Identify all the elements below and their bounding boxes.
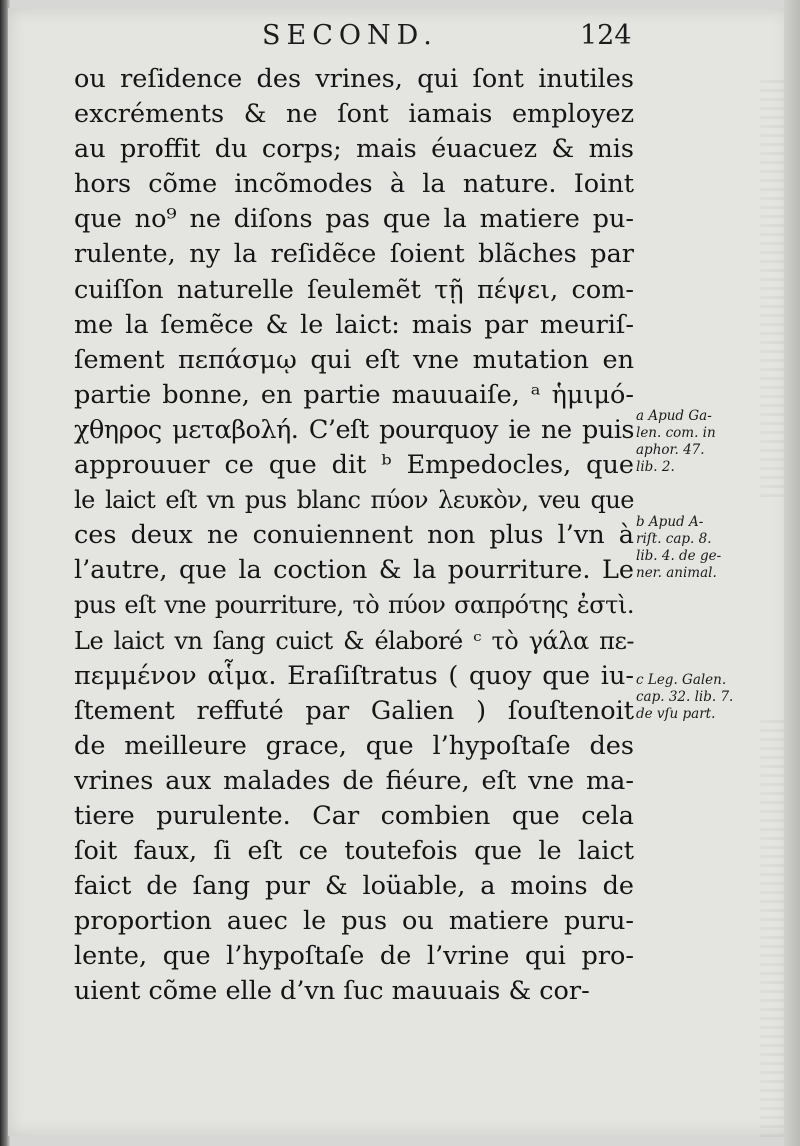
text-line: ſtement reffuté par Galien ) ſouſtenoit (74, 695, 634, 726)
text-line: excréments & ne ſont iamais employez (74, 99, 634, 130)
margin-note-line: riſt. cap. 8. (636, 531, 712, 547)
show-through-texture (760, 720, 784, 1140)
margin-note-line: b Apud A- (636, 514, 704, 530)
margin-note-line: lib. 4. de ge- (636, 548, 722, 564)
margin-note-line: lib. 2. (636, 459, 675, 475)
text-line: πεμμένον αἷμα. Eraſiſtratus ( quoy que iu- (74, 660, 634, 691)
margin-note-a (636, 408, 776, 476)
text-line: de meilleure grace, que l’hypoſtaſe des (74, 730, 634, 761)
text-line: tiere purulente. Car combien que cela (74, 800, 634, 831)
text-line: hors cõme incõmodes à la nature. Ioint (74, 169, 634, 200)
text-line: approuuer ce que dit ᵇ Empedocles, que (74, 450, 634, 481)
text-line: l’autre, que la coction & la pourriture. Le (74, 555, 634, 586)
text-line: ſoit faux, ſi eſt ce toutefois que le laict (74, 836, 634, 867)
text-line: vrines aux malades de fiéure, eſt vne ma- (74, 765, 634, 796)
margin-note-line: ner. animal. (636, 565, 717, 581)
text-line: ſement πεπάσμῳ qui eſt vne mutation en (74, 344, 634, 375)
text-line: pus eſt vne pourriture, τὸ πύον σαπρότης ἐστὶ. (74, 591, 634, 620)
margin-note-line: c Leg. Galen. (636, 672, 727, 688)
text-line: χθηρος μεταβολή. C’eſt pourquoy ie ne puis (74, 414, 634, 445)
text-line: ces deux ne conuiennent non plus l’vn à (74, 520, 634, 551)
text-line: au proffit du corps; mais éuacuez & mis (74, 134, 634, 165)
margin-note-line: cap. 32. lib. 7. (636, 689, 734, 705)
margin-note-b (636, 514, 776, 582)
text-line: que no⁹ ne diſons pas que la matiere pu- (74, 204, 634, 235)
text-line: ou reſidence des vrines, qui ſont inutiles (74, 64, 634, 94)
margin-note-c (636, 672, 776, 723)
next-page-edge (784, 0, 800, 1146)
text-line: partie bonne, en partie mauuaiſe, ᵃ ἡμιμό- (74, 379, 634, 410)
text-line: lente, que l’hypoſtaſe de l’vrine qui pro- (74, 941, 634, 972)
running-head: SECOND. (262, 20, 438, 51)
margin-note-line: de vſu part. (636, 706, 716, 722)
text-line: Le laict vn ſang cuict & élaboré ᶜ τὸ γάλα πε- (74, 626, 634, 655)
text-line: rulente, ny la reſidẽce ſoient blãches par (74, 239, 634, 270)
margin-note-line: aphor. 47. (636, 442, 705, 458)
text-line: uient cõme elle d’vn ſuc mauuais & cor- (74, 976, 590, 1007)
margin-note-line: len. com. in (636, 425, 716, 441)
body-text (74, 62, 634, 1010)
text-line: faict de ſang pur & loüable, a moins de (74, 871, 634, 902)
text-line: proportion auec le pus ou matiere puru- (74, 906, 634, 937)
margin-note-line: a Apud Ga- (636, 408, 712, 424)
text-line: me la ſemẽce & le laict: mais par meuriſ- (74, 309, 634, 340)
text-line: cuiſſon naturelle ſeulemẽt τῇ πέψει, com- (74, 274, 634, 305)
text-line: le laict eſt vn pus blanc πύον λευκὸν, veu que (74, 486, 634, 515)
page-number: 124 (580, 20, 632, 51)
